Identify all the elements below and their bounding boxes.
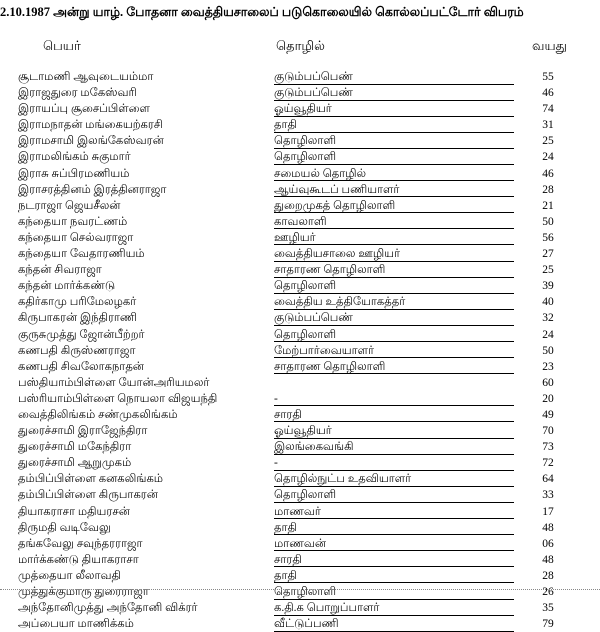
table-row xyxy=(0,504,600,520)
victim-name: கந்தையா செல்வராஜா xyxy=(18,231,134,244)
victim-occupation: சாதாரண தொழிலாளி xyxy=(274,359,514,375)
victim-age: 40 xyxy=(542,296,554,309)
table-row xyxy=(0,423,600,439)
table-row xyxy=(0,439,600,455)
victim-occupation: சாரதி xyxy=(274,407,514,423)
table-row xyxy=(0,536,600,552)
table-row xyxy=(0,246,600,262)
victim-age: 50 xyxy=(542,344,554,357)
victim-age: 74 xyxy=(542,103,554,116)
victim-name: திருமதி வடிவேலு xyxy=(18,521,111,534)
victim-age: 79 xyxy=(542,618,554,631)
victim-name: முத்துக்குமாரு துரைராஜா xyxy=(18,586,149,598)
table-row xyxy=(0,600,600,616)
table-row xyxy=(0,455,600,471)
victim-occupation: வைத்தியசாலை ஊழியர் xyxy=(274,246,514,262)
victim-occupation: தொழிலாளி xyxy=(274,149,514,165)
table-row xyxy=(0,616,600,632)
victim-age: 17 xyxy=(542,505,554,518)
victim-occupation: தொழில்நுட்ப உதவியாளர் xyxy=(274,471,514,487)
victim-occupation: குடும்பப்பெண் xyxy=(274,69,514,85)
victim-occupation: தாதி xyxy=(274,117,514,133)
victim-name: நடராஜா ஜெயசீலன் xyxy=(18,199,121,212)
table-row xyxy=(0,166,600,182)
table-row xyxy=(0,375,600,391)
table-row xyxy=(0,101,600,117)
table-row xyxy=(0,214,600,230)
victim-occupation xyxy=(274,375,514,390)
table-row xyxy=(0,133,600,149)
victim-name: கணபதி கிருஸ்ணராஜா xyxy=(18,344,136,357)
table-row xyxy=(0,327,600,343)
victim-age: 06 xyxy=(542,537,554,550)
victim-occupation: வைத்திய உத்தியோகத்தர் xyxy=(274,294,514,310)
victim-name: குருசுமுத்து ஜோன்பீற்றர் xyxy=(18,328,145,341)
victim-occupation: தொழிலாளி xyxy=(274,133,514,149)
victim-age: 24 xyxy=(542,151,554,164)
victim-name: தியாகராசா மதியரசன் xyxy=(18,505,130,518)
victim-age: 24 xyxy=(542,328,554,341)
victim-age: 48 xyxy=(542,521,554,534)
victim-occupation: மாணவன் xyxy=(274,536,514,552)
victim-name: இராசரத்தினம் இரத்தினராஜா xyxy=(18,183,167,196)
victim-age: 48 xyxy=(542,553,554,566)
victim-occupation: தொழிலாளி xyxy=(274,278,514,294)
table-row xyxy=(0,391,600,407)
victim-name: கந்தையா வேதாரணியம் xyxy=(18,248,145,261)
table-row xyxy=(0,230,600,246)
victim-occupation: குடும்பப்பெண் xyxy=(274,85,514,101)
victim-name: இராயப்பு சூசைப்பிள்ளை xyxy=(18,103,150,116)
column-header-occupation: தொழில் xyxy=(276,38,325,53)
victim-occupation: தொழிலாளி xyxy=(274,584,514,600)
victim-name: வைத்திலிங்கம் சண்முகலிங்கம் xyxy=(18,408,178,421)
victim-age: 50 xyxy=(542,215,554,228)
victim-age: 60 xyxy=(542,376,554,389)
victim-name: இராமநாதன் மங்கையற்கரசி xyxy=(18,119,163,132)
table-row xyxy=(0,182,600,198)
victim-name: துரைச்சாமி இராஜேந்திரா xyxy=(18,425,148,438)
table-row xyxy=(0,568,600,584)
table-row xyxy=(0,487,600,503)
victim-age: 49 xyxy=(542,408,554,421)
victim-name: இராஜதுரை மகேஸ்வரி xyxy=(18,87,137,100)
victim-name: கிருபாகரன் இந்திராணி xyxy=(18,312,138,325)
victim-age: 39 xyxy=(542,280,554,293)
victim-age: 25 xyxy=(542,135,554,148)
victim-name: துரைச்சாமி ஆறுமுகம் xyxy=(18,457,132,470)
victim-name: தம்பிப்பிள்ளை கிருபாகரன் xyxy=(18,489,158,502)
victim-age: 31 xyxy=(542,119,554,132)
victim-name: பஸ்ரியாம்பிள்ளை நொயலா விஜயந்தி xyxy=(18,392,218,405)
table-row xyxy=(0,294,600,310)
victim-occupation: சமையல் தொழில் xyxy=(274,166,514,182)
victim-name: கந்தன் சிவராஜா xyxy=(18,264,102,277)
victim-name: கந்தன் மார்க்கண்டு xyxy=(18,280,116,293)
victim-age: 28 xyxy=(542,569,554,582)
document-title: 2.10.1987 அன்று யாழ். போதனா வைத்தியசாலைப் படுகொலையில் கொல்லப்பட்டோர் விபரம் xyxy=(0,5,524,19)
table-row xyxy=(0,520,600,536)
victim-occupation: சாரதி xyxy=(274,552,514,568)
victim-age: 73 xyxy=(542,441,554,454)
victim-occupation: ஓய்வூதியர் xyxy=(274,423,514,439)
victim-age: 46 xyxy=(542,167,554,180)
victim-age: 70 xyxy=(542,425,554,438)
victim-age: 26 xyxy=(542,586,554,598)
victim-age: 64 xyxy=(542,473,554,486)
victim-occupation: மாணவர் xyxy=(274,504,514,520)
victim-occupation: தொழிலாளி xyxy=(274,327,514,343)
table-row xyxy=(0,117,600,133)
table-row xyxy=(0,343,600,359)
victim-occupation: ஓய்வூதியர் xyxy=(274,101,514,117)
victim-name: இராமசாமி இலங்கேஸ்வரன் xyxy=(18,135,164,148)
victim-name: தம்பிப்பிள்ளை கனகலிங்கம் xyxy=(18,473,164,486)
victim-age: 72 xyxy=(542,457,554,470)
victim-age: 28 xyxy=(542,183,554,196)
column-header-age: வயது xyxy=(532,38,567,53)
table-row xyxy=(0,262,600,278)
victim-age: 20 xyxy=(542,392,554,405)
victim-age: 33 xyxy=(542,489,554,502)
victim-name: இராமலிங்கம் சுகுமார் xyxy=(18,151,131,164)
table-row xyxy=(0,198,600,214)
victim-name: மார்க்கண்டு தியாகராசா xyxy=(18,553,139,566)
victim-occupation: குடும்பப்பெண் xyxy=(274,310,514,326)
victim-name: துரைச்சாமி மகேந்திரா xyxy=(18,441,132,454)
victim-age: 25 xyxy=(542,264,554,277)
victim-age: 56 xyxy=(542,231,554,244)
victim-occupation: ஊழியர் xyxy=(274,230,514,246)
table-row xyxy=(0,85,600,101)
table-row xyxy=(0,149,600,165)
victim-occupation: காவலாளி xyxy=(274,214,514,230)
table-row xyxy=(0,552,600,568)
victim-name: அப்பையா மாணிக்கம் xyxy=(18,618,134,631)
victim-name: தங்கவேலு சவுந்தரராஜா xyxy=(18,537,143,550)
victim-age: 23 xyxy=(542,360,554,373)
victim-name: கந்தையா நவரட்ணம் xyxy=(18,215,128,228)
table-row xyxy=(0,359,600,375)
victim-occupation: - xyxy=(274,391,514,407)
victim-occupation: தாதி xyxy=(274,568,514,584)
page-cut-edge xyxy=(0,589,600,600)
victim-occupation: இலங்கைவங்கி xyxy=(274,439,514,455)
victim-name: சூடாமணி ஆவுடையம்மா xyxy=(18,71,154,83)
victims-list xyxy=(0,69,600,632)
victim-name: கணபதி சிவலோகநாதன் xyxy=(18,360,144,373)
victim-age: 46 xyxy=(542,87,554,100)
victim-age: 32 xyxy=(542,312,554,325)
victim-name: அந்தோனிமுத்து அந்தோனி விக்ரர் xyxy=(18,602,198,615)
victim-occupation: ஆய்வுகூடப் பணியாளர் xyxy=(274,182,514,198)
column-header-name: பெயர் xyxy=(43,38,81,53)
table-row xyxy=(0,69,600,85)
victim-age: 27 xyxy=(542,248,554,261)
victim-occupation: - xyxy=(274,455,514,471)
table-row xyxy=(0,278,600,294)
table-row xyxy=(0,407,600,423)
victim-name: இராசு சுப்பிரமணியம் xyxy=(18,167,130,180)
victim-occupation: தாதி xyxy=(274,520,514,536)
table-row xyxy=(0,471,600,487)
victim-occupation: சாதாரண தொழிலாளி xyxy=(274,262,514,278)
victim-name: கதிர்காமு பரிமேலழகர் xyxy=(18,296,137,309)
victim-age: 55 xyxy=(542,71,554,83)
victim-age: 21 xyxy=(542,199,554,212)
victim-occupation: துறைமுகத் தொழிலாளி xyxy=(274,198,514,214)
victim-occupation: தொழிலாளி xyxy=(274,487,514,503)
victim-name: பஸ்தியாம்பிள்ளை யோன்அரியமலர் xyxy=(18,376,210,389)
victim-occupation: மேற்பார்வையாளர் xyxy=(274,343,514,359)
victim-age: 35 xyxy=(542,602,554,615)
table-row xyxy=(0,310,600,326)
victim-name: முத்தையா லீலாவதி xyxy=(18,569,121,582)
victim-occupation: க.தி.க பொறுப்பாளர் xyxy=(274,600,514,616)
victim-occupation: வீட்டுப்பணி xyxy=(274,616,514,632)
